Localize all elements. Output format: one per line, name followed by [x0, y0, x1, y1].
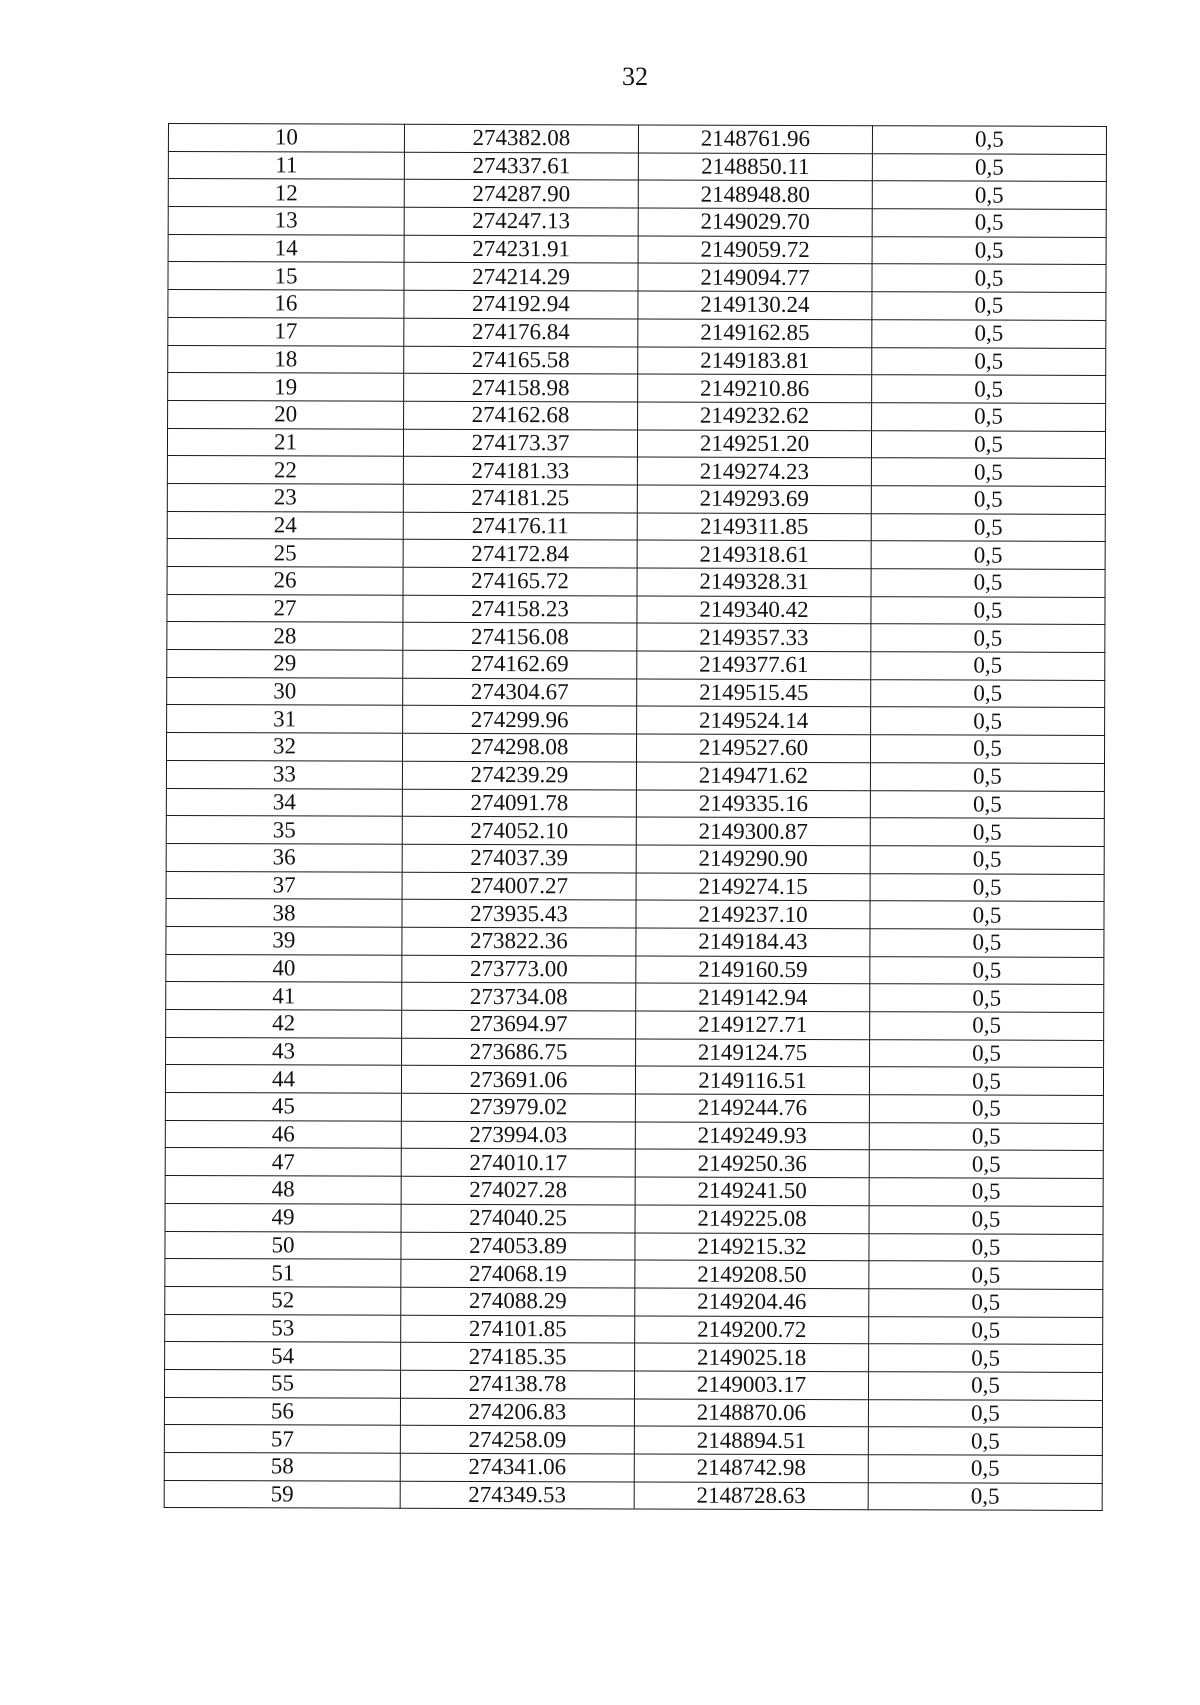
point-number-cell: 39 — [166, 926, 402, 954]
accuracy-cell: 0,5 — [870, 846, 1104, 874]
x-coordinate-cell: 274258.09 — [400, 1426, 634, 1454]
y-coordinate-cell: 2149471.62 — [636, 762, 870, 790]
table-row — [166, 954, 1104, 985]
accuracy-cell: 0,5 — [868, 1399, 1102, 1427]
table-row — [164, 1452, 1102, 1483]
accuracy-cell: 0,5 — [871, 652, 1105, 680]
x-coordinate-cell: 274247.13 — [404, 207, 638, 235]
x-coordinate-cell: 274158.98 — [404, 373, 638, 401]
point-number-cell: 47 — [165, 1148, 401, 1176]
accuracy-cell: 0,5 — [872, 292, 1106, 320]
point-number-cell: 45 — [165, 1093, 401, 1121]
point-number-cell: 13 — [168, 207, 404, 235]
x-coordinate-cell: 273694.97 — [402, 1010, 636, 1038]
accuracy-cell: 0,5 — [870, 1039, 1104, 1067]
table-row — [165, 1231, 1103, 1262]
x-coordinate-cell: 273734.08 — [402, 983, 636, 1011]
x-coordinate-cell: 274231.91 — [404, 235, 638, 263]
y-coordinate-cell: 2148870.06 — [634, 1399, 868, 1427]
table-row — [166, 1037, 1104, 1068]
point-number-cell: 46 — [165, 1120, 401, 1148]
point-number-cell: 32 — [166, 733, 402, 761]
table-row — [167, 705, 1105, 736]
table-row — [168, 207, 1106, 238]
point-number-cell: 26 — [167, 566, 403, 594]
table-row — [165, 1314, 1103, 1345]
x-coordinate-cell: 274181.33 — [403, 456, 637, 484]
x-coordinate-cell: 274304.67 — [403, 678, 637, 706]
point-number-cell: 10 — [168, 124, 404, 152]
table-row — [167, 483, 1105, 514]
x-coordinate-cell: 274068.19 — [401, 1259, 635, 1287]
point-number-cell: 24 — [167, 511, 403, 539]
point-number-cell: 31 — [167, 705, 403, 733]
y-coordinate-cell: 2149311.85 — [637, 513, 871, 541]
point-number-cell: 40 — [166, 954, 402, 982]
x-coordinate-cell: 274158.23 — [403, 595, 637, 623]
y-coordinate-cell: 2149215.32 — [635, 1232, 869, 1260]
y-coordinate-cell: 2148948.80 — [638, 180, 872, 208]
accuracy-cell: 0,5 — [872, 153, 1106, 181]
y-coordinate-cell: 2149160.59 — [636, 956, 870, 984]
y-coordinate-cell: 2149340.42 — [637, 596, 871, 624]
x-coordinate-cell: 273773.00 — [402, 955, 636, 983]
y-coordinate-cell: 2148761.96 — [638, 125, 872, 153]
table-row — [168, 290, 1106, 321]
table-row — [166, 760, 1104, 791]
table-row — [165, 1065, 1103, 1096]
point-number-cell: 56 — [164, 1397, 400, 1425]
x-coordinate-cell: 274206.83 — [400, 1398, 634, 1426]
accuracy-cell: 0,5 — [869, 1289, 1103, 1317]
point-number-cell: 52 — [165, 1286, 401, 1314]
y-coordinate-cell: 2149025.18 — [635, 1343, 869, 1371]
x-coordinate-cell: 274053.89 — [401, 1232, 635, 1260]
y-coordinate-cell: 2149130.24 — [638, 291, 872, 319]
point-number-cell: 38 — [166, 899, 402, 927]
x-coordinate-cell: 274341.06 — [400, 1453, 634, 1481]
y-coordinate-cell: 2149116.51 — [635, 1066, 869, 1094]
y-coordinate-cell: 2149251.20 — [637, 430, 871, 458]
point-number-cell: 54 — [165, 1342, 401, 1370]
table-row — [166, 733, 1104, 764]
y-coordinate-cell: 2149210.86 — [638, 374, 872, 402]
y-coordinate-cell: 2149241.50 — [635, 1177, 869, 1205]
accuracy-cell: 0,5 — [872, 181, 1106, 209]
point-number-cell: 35 — [166, 816, 402, 844]
table-row — [165, 1342, 1103, 1373]
point-number-cell: 36 — [166, 843, 402, 871]
table-row — [168, 373, 1106, 404]
y-coordinate-cell: 2149059.72 — [638, 236, 872, 264]
table-row — [166, 1009, 1104, 1040]
x-coordinate-cell: 274037.39 — [402, 844, 636, 872]
table-row — [168, 234, 1106, 265]
y-coordinate-cell: 2149232.62 — [638, 402, 872, 430]
accuracy-cell: 0,5 — [870, 735, 1104, 763]
x-coordinate-cell: 274337.61 — [404, 152, 638, 180]
table-row — [167, 456, 1105, 487]
y-coordinate-cell: 2149377.61 — [637, 651, 871, 679]
table-row — [164, 1480, 1102, 1511]
table-row — [167, 677, 1105, 708]
table-row — [167, 566, 1105, 597]
accuracy-cell: 0,5 — [872, 403, 1106, 431]
accuracy-cell: 0,5 — [868, 1372, 1102, 1400]
point-number-cell: 17 — [168, 317, 404, 345]
accuracy-cell: 0,5 — [871, 624, 1105, 652]
y-coordinate-cell: 2149290.90 — [636, 845, 870, 873]
table-row — [164, 1425, 1102, 1456]
point-number-cell: 42 — [166, 1009, 402, 1037]
y-coordinate-cell: 2149244.76 — [635, 1094, 869, 1122]
point-number-cell: 29 — [167, 650, 403, 678]
x-coordinate-cell: 274162.68 — [404, 401, 638, 429]
coordinates-table-body — [164, 124, 1106, 1511]
point-number-cell: 20 — [168, 400, 404, 428]
point-number-cell: 37 — [166, 871, 402, 899]
x-coordinate-cell: 274162.69 — [403, 650, 637, 678]
x-coordinate-cell: 274091.78 — [402, 789, 636, 817]
accuracy-cell: 0,5 — [869, 1344, 1103, 1372]
y-coordinate-cell: 2148850.11 — [638, 153, 872, 181]
table-row — [168, 179, 1106, 210]
point-number-cell: 49 — [165, 1203, 401, 1231]
table-row — [164, 1397, 1102, 1428]
table-row — [167, 428, 1105, 459]
x-coordinate-cell: 274138.78 — [400, 1370, 634, 1398]
y-coordinate-cell: 2148742.98 — [634, 1454, 868, 1482]
table-row — [165, 1259, 1103, 1290]
y-coordinate-cell: 2148894.51 — [634, 1426, 868, 1454]
accuracy-cell: 0,5 — [872, 264, 1106, 292]
point-number-cell: 55 — [164, 1369, 400, 1397]
table-row — [165, 1176, 1103, 1207]
accuracy-cell: 0,5 — [872, 375, 1106, 403]
y-coordinate-cell: 2149162.85 — [638, 319, 872, 347]
point-number-cell: 58 — [164, 1452, 400, 1480]
y-coordinate-cell: 2148728.63 — [634, 1482, 868, 1510]
accuracy-cell: 0,5 — [870, 1012, 1104, 1040]
point-number-cell: 43 — [166, 1037, 402, 1065]
accuracy-cell: 0,5 — [868, 1455, 1102, 1483]
table-row — [165, 1093, 1103, 1124]
y-coordinate-cell: 2149357.33 — [637, 623, 871, 651]
table-row — [167, 539, 1105, 570]
accuracy-cell: 0,5 — [870, 901, 1104, 929]
point-number-cell: 14 — [168, 234, 404, 262]
y-coordinate-cell: 2149127.71 — [636, 1011, 870, 1039]
table-row — [167, 622, 1105, 653]
table-row — [166, 816, 1104, 847]
table-row — [166, 982, 1104, 1013]
x-coordinate-cell: 274298.08 — [402, 733, 636, 761]
y-coordinate-cell: 2149515.45 — [637, 679, 871, 707]
accuracy-cell: 0,5 — [871, 513, 1105, 541]
accuracy-cell: 0,5 — [871, 707, 1105, 735]
point-number-cell: 18 — [168, 345, 404, 373]
x-coordinate-cell: 274027.28 — [401, 1176, 635, 1204]
y-coordinate-cell: 2149527.60 — [636, 734, 870, 762]
y-coordinate-cell: 2149094.77 — [638, 263, 872, 291]
accuracy-cell: 0,5 — [869, 1095, 1103, 1123]
table-row — [168, 262, 1106, 293]
x-coordinate-cell: 274165.72 — [403, 567, 637, 595]
accuracy-cell: 0,5 — [869, 1122, 1103, 1150]
accuracy-cell: 0,5 — [872, 320, 1106, 348]
x-coordinate-cell: 274349.53 — [400, 1481, 634, 1509]
accuracy-cell: 0,5 — [870, 763, 1104, 791]
y-coordinate-cell: 2149293.69 — [637, 485, 871, 513]
x-coordinate-cell: 273822.36 — [402, 927, 636, 955]
x-coordinate-cell: 274214.29 — [404, 263, 638, 291]
y-coordinate-cell: 2149183.81 — [638, 346, 872, 374]
x-coordinate-cell: 273691.06 — [401, 1066, 635, 1094]
x-coordinate-cell: 274239.29 — [402, 761, 636, 789]
accuracy-cell: 0,5 — [872, 209, 1106, 237]
accuracy-cell: 0,5 — [870, 818, 1104, 846]
x-coordinate-cell: 274192.94 — [404, 290, 638, 318]
point-number-cell: 53 — [165, 1314, 401, 1342]
accuracy-cell: 0,5 — [870, 790, 1104, 818]
y-coordinate-cell: 2149237.10 — [636, 900, 870, 928]
x-coordinate-cell: 274287.90 — [404, 180, 638, 208]
accuracy-cell: 0,5 — [871, 541, 1105, 569]
y-coordinate-cell: 2149204.46 — [635, 1288, 869, 1316]
y-coordinate-cell: 2149328.31 — [637, 568, 871, 596]
x-coordinate-cell: 274176.11 — [403, 512, 637, 540]
table-row — [165, 1148, 1103, 1179]
point-number-cell: 44 — [165, 1065, 401, 1093]
y-coordinate-cell: 2149318.61 — [637, 540, 871, 568]
table-row — [168, 345, 1106, 376]
point-number-cell: 48 — [165, 1176, 401, 1204]
y-coordinate-cell: 2149524.14 — [637, 706, 871, 734]
y-coordinate-cell: 2149335.16 — [636, 789, 870, 817]
table-row — [165, 1286, 1103, 1317]
x-coordinate-cell: 274007.27 — [402, 872, 636, 900]
accuracy-cell: 0,5 — [868, 1427, 1102, 1455]
y-coordinate-cell: 2149029.70 — [638, 208, 872, 236]
point-number-cell: 19 — [168, 373, 404, 401]
table-row — [167, 511, 1105, 542]
accuracy-cell: 0,5 — [872, 126, 1106, 154]
y-coordinate-cell: 2149250.36 — [635, 1149, 869, 1177]
accuracy-cell: 0,5 — [872, 236, 1106, 264]
accuracy-cell: 0,5 — [869, 1316, 1103, 1344]
point-number-cell: 25 — [167, 539, 403, 567]
accuracy-cell: 0,5 — [870, 929, 1104, 957]
point-number-cell: 59 — [164, 1480, 400, 1508]
accuracy-cell: 0,5 — [869, 1067, 1103, 1095]
point-number-cell: 41 — [166, 982, 402, 1010]
accuracy-cell: 0,5 — [869, 1233, 1103, 1261]
accuracy-cell: 0,5 — [871, 430, 1105, 458]
x-coordinate-cell: 274176.84 — [404, 318, 638, 346]
y-coordinate-cell: 2149200.72 — [635, 1316, 869, 1344]
x-coordinate-cell: 274382.08 — [404, 124, 638, 152]
x-coordinate-cell: 274165.58 — [404, 346, 638, 374]
point-number-cell: 50 — [165, 1231, 401, 1259]
table-row — [168, 151, 1106, 182]
y-coordinate-cell: 2149225.08 — [635, 1205, 869, 1233]
table-row — [165, 1120, 1103, 1151]
accuracy-cell: 0,5 — [869, 1261, 1103, 1289]
page-number: 32 — [622, 62, 648, 91]
accuracy-cell: 0,5 — [871, 569, 1105, 597]
accuracy-cell: 0,5 — [870, 956, 1104, 984]
point-number-cell: 33 — [166, 760, 402, 788]
table-row — [167, 594, 1105, 625]
x-coordinate-cell: 274156.08 — [403, 623, 637, 651]
point-number-cell: 16 — [168, 290, 404, 318]
table-row — [166, 788, 1104, 819]
x-coordinate-cell: 274040.25 — [401, 1204, 635, 1232]
x-coordinate-cell: 273686.75 — [402, 1038, 636, 1066]
x-coordinate-cell: 274010.17 — [401, 1149, 635, 1177]
table-row — [166, 899, 1104, 930]
accuracy-cell: 0,5 — [872, 347, 1106, 375]
accuracy-cell: 0,5 — [871, 596, 1105, 624]
y-coordinate-cell: 2149208.50 — [635, 1260, 869, 1288]
table-row — [166, 871, 1104, 902]
table-row — [165, 1203, 1103, 1234]
y-coordinate-cell: 2149142.94 — [636, 983, 870, 1011]
point-number-cell: 27 — [167, 594, 403, 622]
accuracy-cell: 0,5 — [869, 1150, 1103, 1178]
table-row — [166, 926, 1104, 957]
x-coordinate-cell: 274299.96 — [403, 706, 637, 734]
coordinates-table — [164, 123, 1107, 1511]
y-coordinate-cell: 2149274.15 — [636, 873, 870, 901]
point-number-cell: 30 — [167, 677, 403, 705]
accuracy-cell: 0,5 — [869, 1178, 1103, 1206]
accuracy-cell: 0,5 — [869, 1206, 1103, 1234]
y-coordinate-cell: 2149300.87 — [636, 817, 870, 845]
x-coordinate-cell: 274181.25 — [403, 484, 637, 512]
table-row — [167, 650, 1105, 681]
x-coordinate-cell: 274185.35 — [401, 1342, 635, 1370]
table-row — [168, 124, 1106, 155]
table-row — [168, 400, 1106, 431]
point-number-cell: 51 — [165, 1259, 401, 1287]
table-row — [164, 1369, 1102, 1400]
x-coordinate-cell: 274101.85 — [401, 1315, 635, 1343]
y-coordinate-cell: 2149124.75 — [636, 1039, 870, 1067]
accuracy-cell: 0,5 — [871, 486, 1105, 514]
point-number-cell: 28 — [167, 622, 403, 650]
point-number-cell: 15 — [168, 262, 404, 290]
table-row — [168, 317, 1106, 348]
point-number-cell: 34 — [166, 788, 402, 816]
accuracy-cell: 0,5 — [868, 1482, 1102, 1510]
x-coordinate-cell: 273994.03 — [401, 1121, 635, 1149]
point-number-cell: 11 — [168, 151, 404, 179]
y-coordinate-cell: 2149184.43 — [636, 928, 870, 956]
table-row — [166, 843, 1104, 874]
x-coordinate-cell: 274173.37 — [403, 429, 637, 457]
x-coordinate-cell: 274052.10 — [402, 816, 636, 844]
y-coordinate-cell: 2149003.17 — [634, 1371, 868, 1399]
point-number-cell: 22 — [167, 456, 403, 484]
point-number-cell: 57 — [164, 1425, 400, 1453]
x-coordinate-cell: 273935.43 — [402, 899, 636, 927]
y-coordinate-cell: 2149274.23 — [637, 457, 871, 485]
accuracy-cell: 0,5 — [871, 679, 1105, 707]
x-coordinate-cell: 274172.84 — [403, 540, 637, 568]
x-coordinate-cell: 273979.02 — [401, 1093, 635, 1121]
point-number-cell: 12 — [168, 179, 404, 207]
x-coordinate-cell: 274088.29 — [401, 1287, 635, 1315]
point-number-cell: 23 — [167, 483, 403, 511]
accuracy-cell: 0,5 — [870, 873, 1104, 901]
accuracy-cell: 0,5 — [871, 458, 1105, 486]
y-coordinate-cell: 2149249.93 — [635, 1122, 869, 1150]
point-number-cell: 21 — [167, 428, 403, 456]
accuracy-cell: 0,5 — [870, 984, 1104, 1012]
